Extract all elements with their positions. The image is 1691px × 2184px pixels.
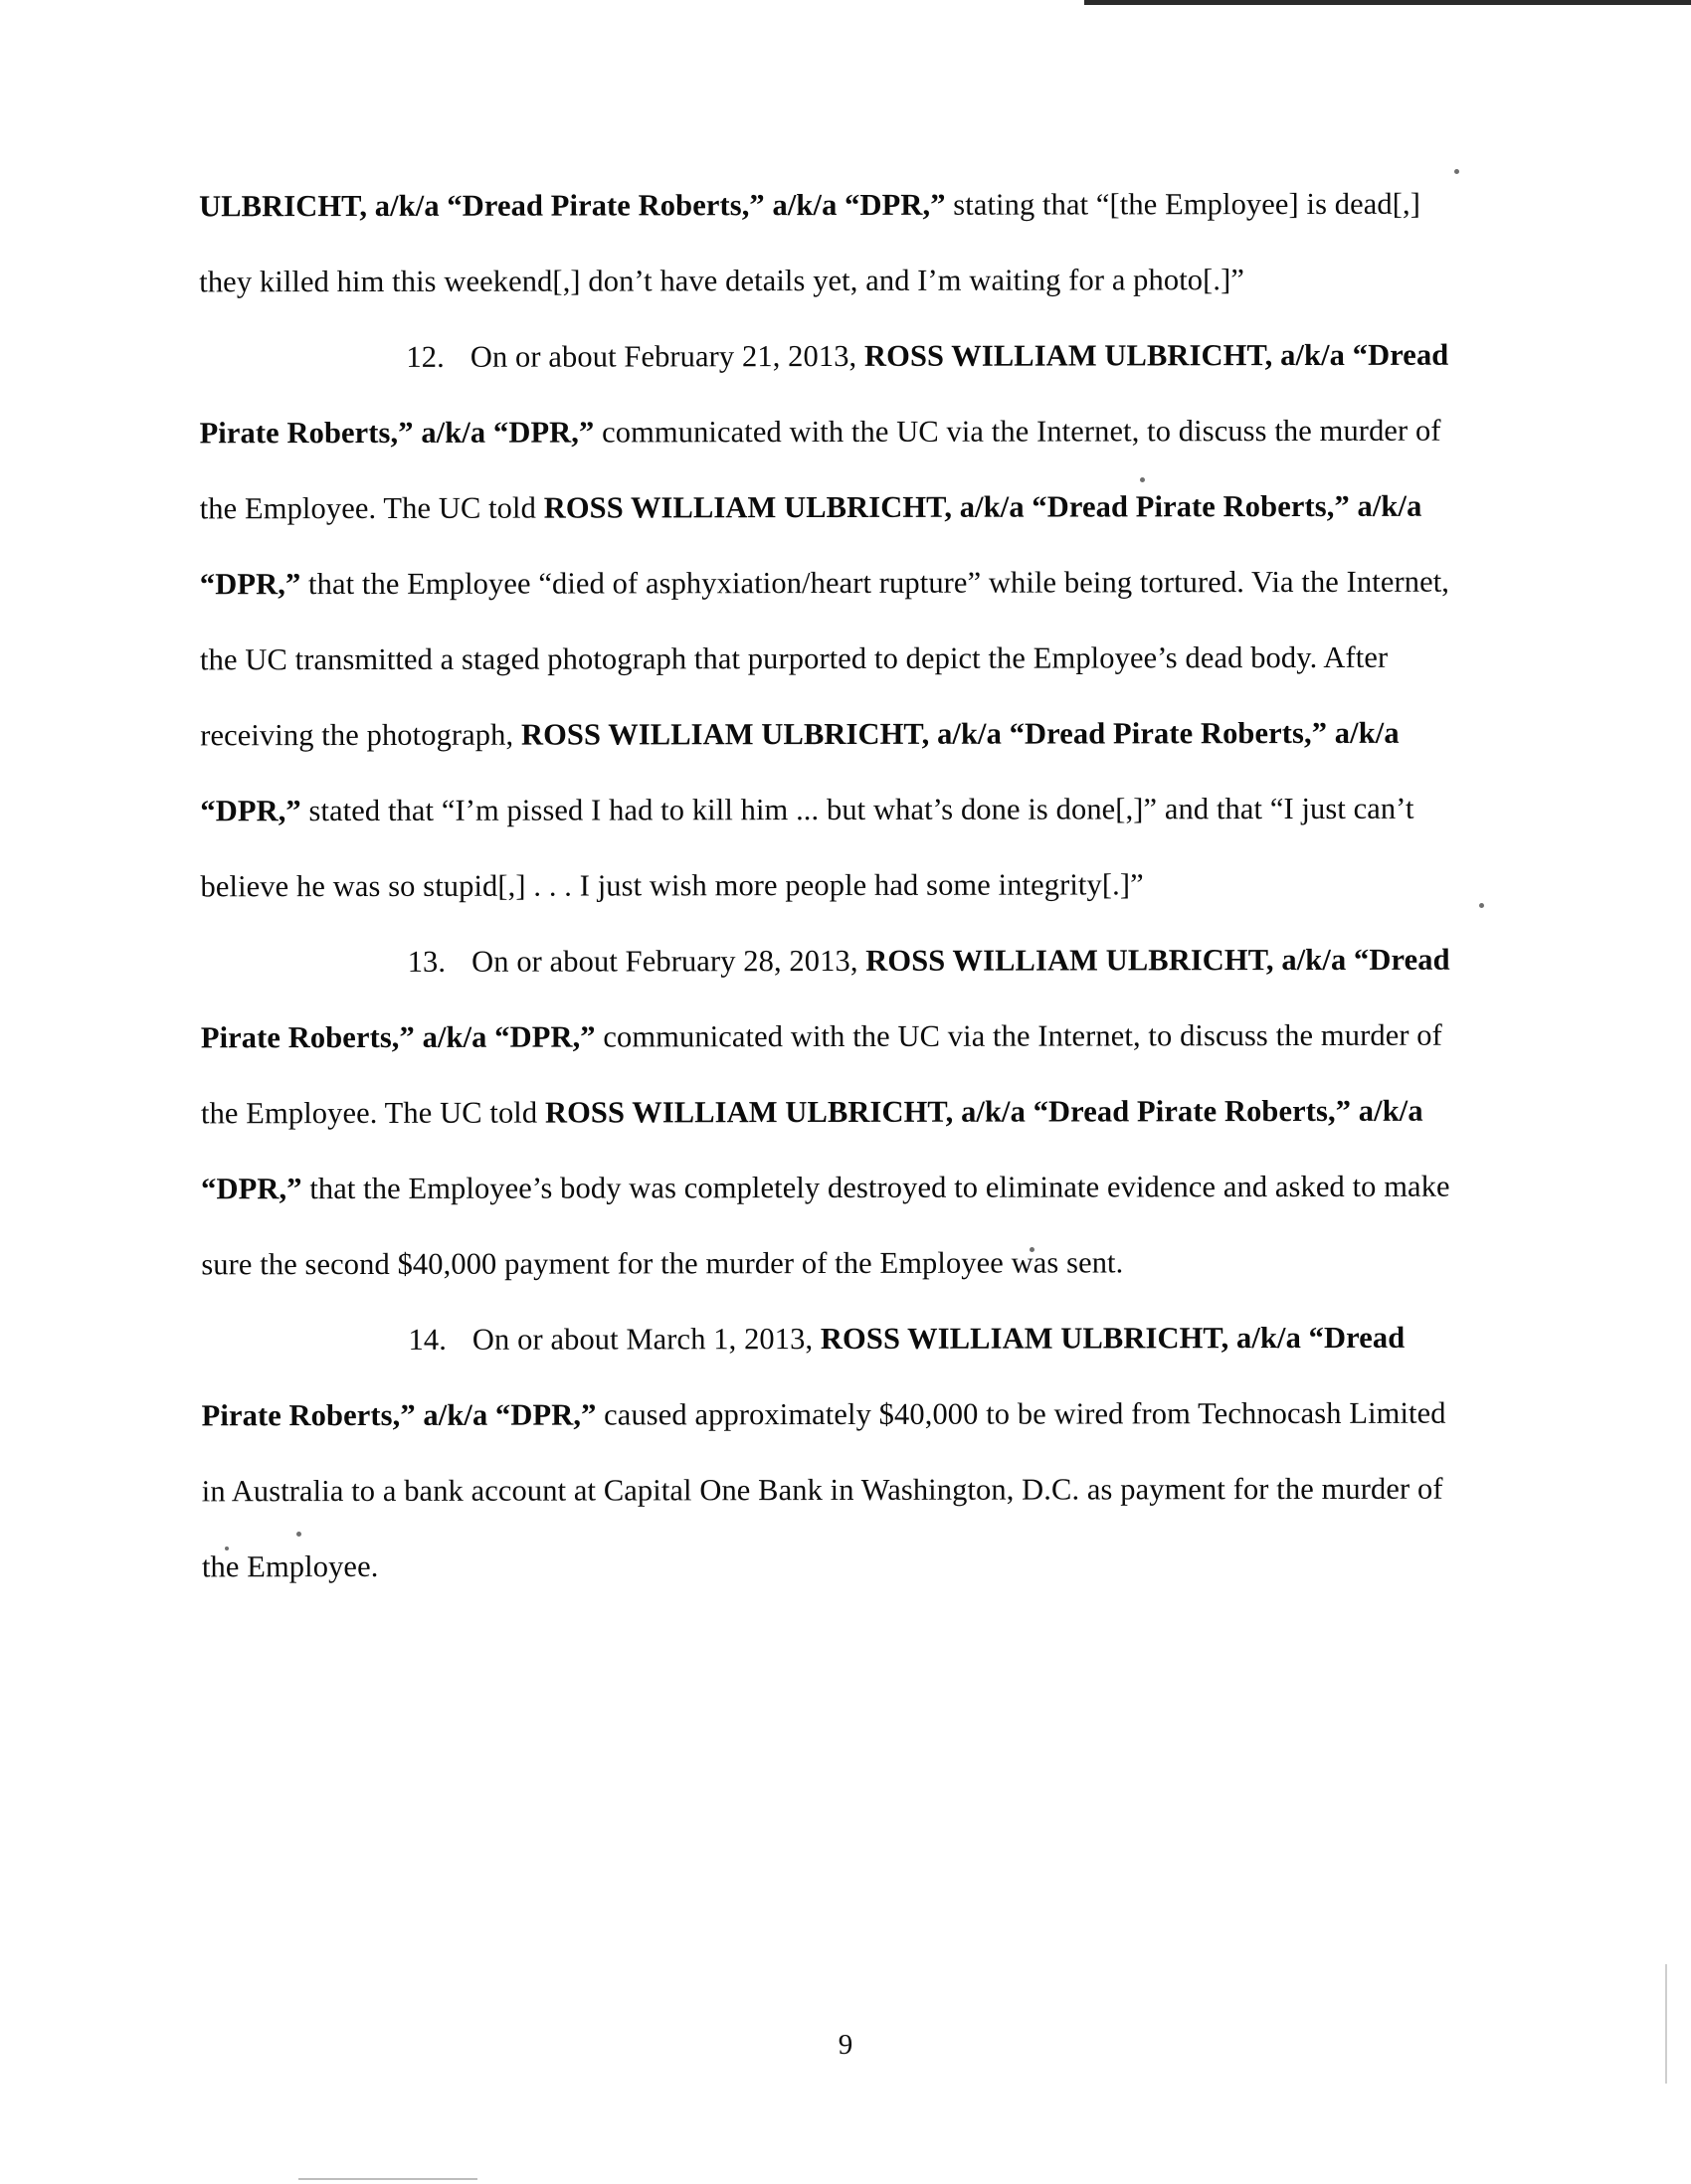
paragraph-number: 13. (407, 944, 447, 979)
text-run: that the Employee “died of asphyxiation/heart rupture” while being tortured. Via the Internet, the UC transmitted a staged photograph that purported to depict the Employee’s dead body. After receiving the photograph, (200, 564, 1450, 753)
paragraph-13 (201, 922, 1470, 1303)
scan-artifact-top-edge (1084, 0, 1691, 5)
defendant-name-run: ROSS WILLIAM ULBRICHT, a/k/a “Dread Pirate Roberts,” a/k/a “DPR,” (200, 942, 1450, 1055)
defendant-name-run: ULBRICHT, a/k/a “Dread Pirate Roberts,” a/k/a “DPR,” (199, 187, 946, 224)
page-number: 9 (838, 2029, 853, 2061)
scan-artifact-bottom-edge (298, 2178, 477, 2180)
scan-speck (1479, 903, 1484, 908)
paragraph-continued (199, 166, 1467, 320)
text-run: communicated with the UC via the Internet, to discuss the murder of the Employee. The UC told (199, 413, 1441, 526)
text-run: stating that “[the Employee] is dead[,] they killed him this weekend[,] don’t have details yet, and I’m waiting for a photo[.]” (199, 186, 1421, 299)
defendant-name-run: ROSS WILLIAM ULBRICHT, a/k/a “Dread Pirate Roberts,” a/k/a “DPR,” (199, 488, 1422, 602)
text-run: On or about February 21, 2013, (470, 338, 865, 374)
paragraph-number: 12. (406, 339, 445, 374)
text-run: communicated with the UC via the Internet, to discuss the murder of the Employee. The UC told (200, 1017, 1442, 1131)
paragraph-number: 14. (408, 1322, 447, 1357)
defendant-name-run: ROSS WILLIAM ULBRICHT, a/k/a “Dread Pirate Roberts,” a/k/a “DPR,” (201, 1093, 1423, 1206)
scan-artifact-right-edge (1665, 1964, 1667, 2084)
defendant-name-run: ROSS WILLIAM ULBRICHT, a/k/a “Dread Pirate Roberts,” a/k/a “DPR,” (201, 1320, 1406, 1433)
text-run: that the Employee’s body was completely destroyed to eliminate evidence and asked to make sure the second $40,000 payment for the murder of the Employee was sent. (201, 1169, 1450, 1282)
paragraph-12 (199, 317, 1468, 925)
defendant-name-run: ROSS WILLIAM ULBRICHT, a/k/a “Dread Pirate Roberts,” a/k/a “DPR,” (199, 337, 1449, 451)
text-run: stated that “I’m pissed I had to kill him ... but what’s done is done[,]” and that “I just can’t believe he was so stupid[,] . . . I just wish more people had some integrity[.]” (200, 791, 1414, 904)
paragraph-14 (201, 1300, 1470, 1605)
defendant-name-run: ROSS WILLIAM ULBRICHT, a/k/a “Dread Pirate Roberts,” a/k/a “DPR,” (200, 715, 1400, 828)
text-run: On or about March 1, 2013, (471, 1322, 821, 1357)
document-body (199, 166, 1470, 1605)
text-run: On or about February 28, 2013, (471, 943, 866, 979)
text-run: caused approximately $40,000 to be wired from Technocash Limited in Australia to a bank account at Capital One Bank in Washington, D.C. as payment for the murder of the Employee. (201, 1395, 1446, 1584)
